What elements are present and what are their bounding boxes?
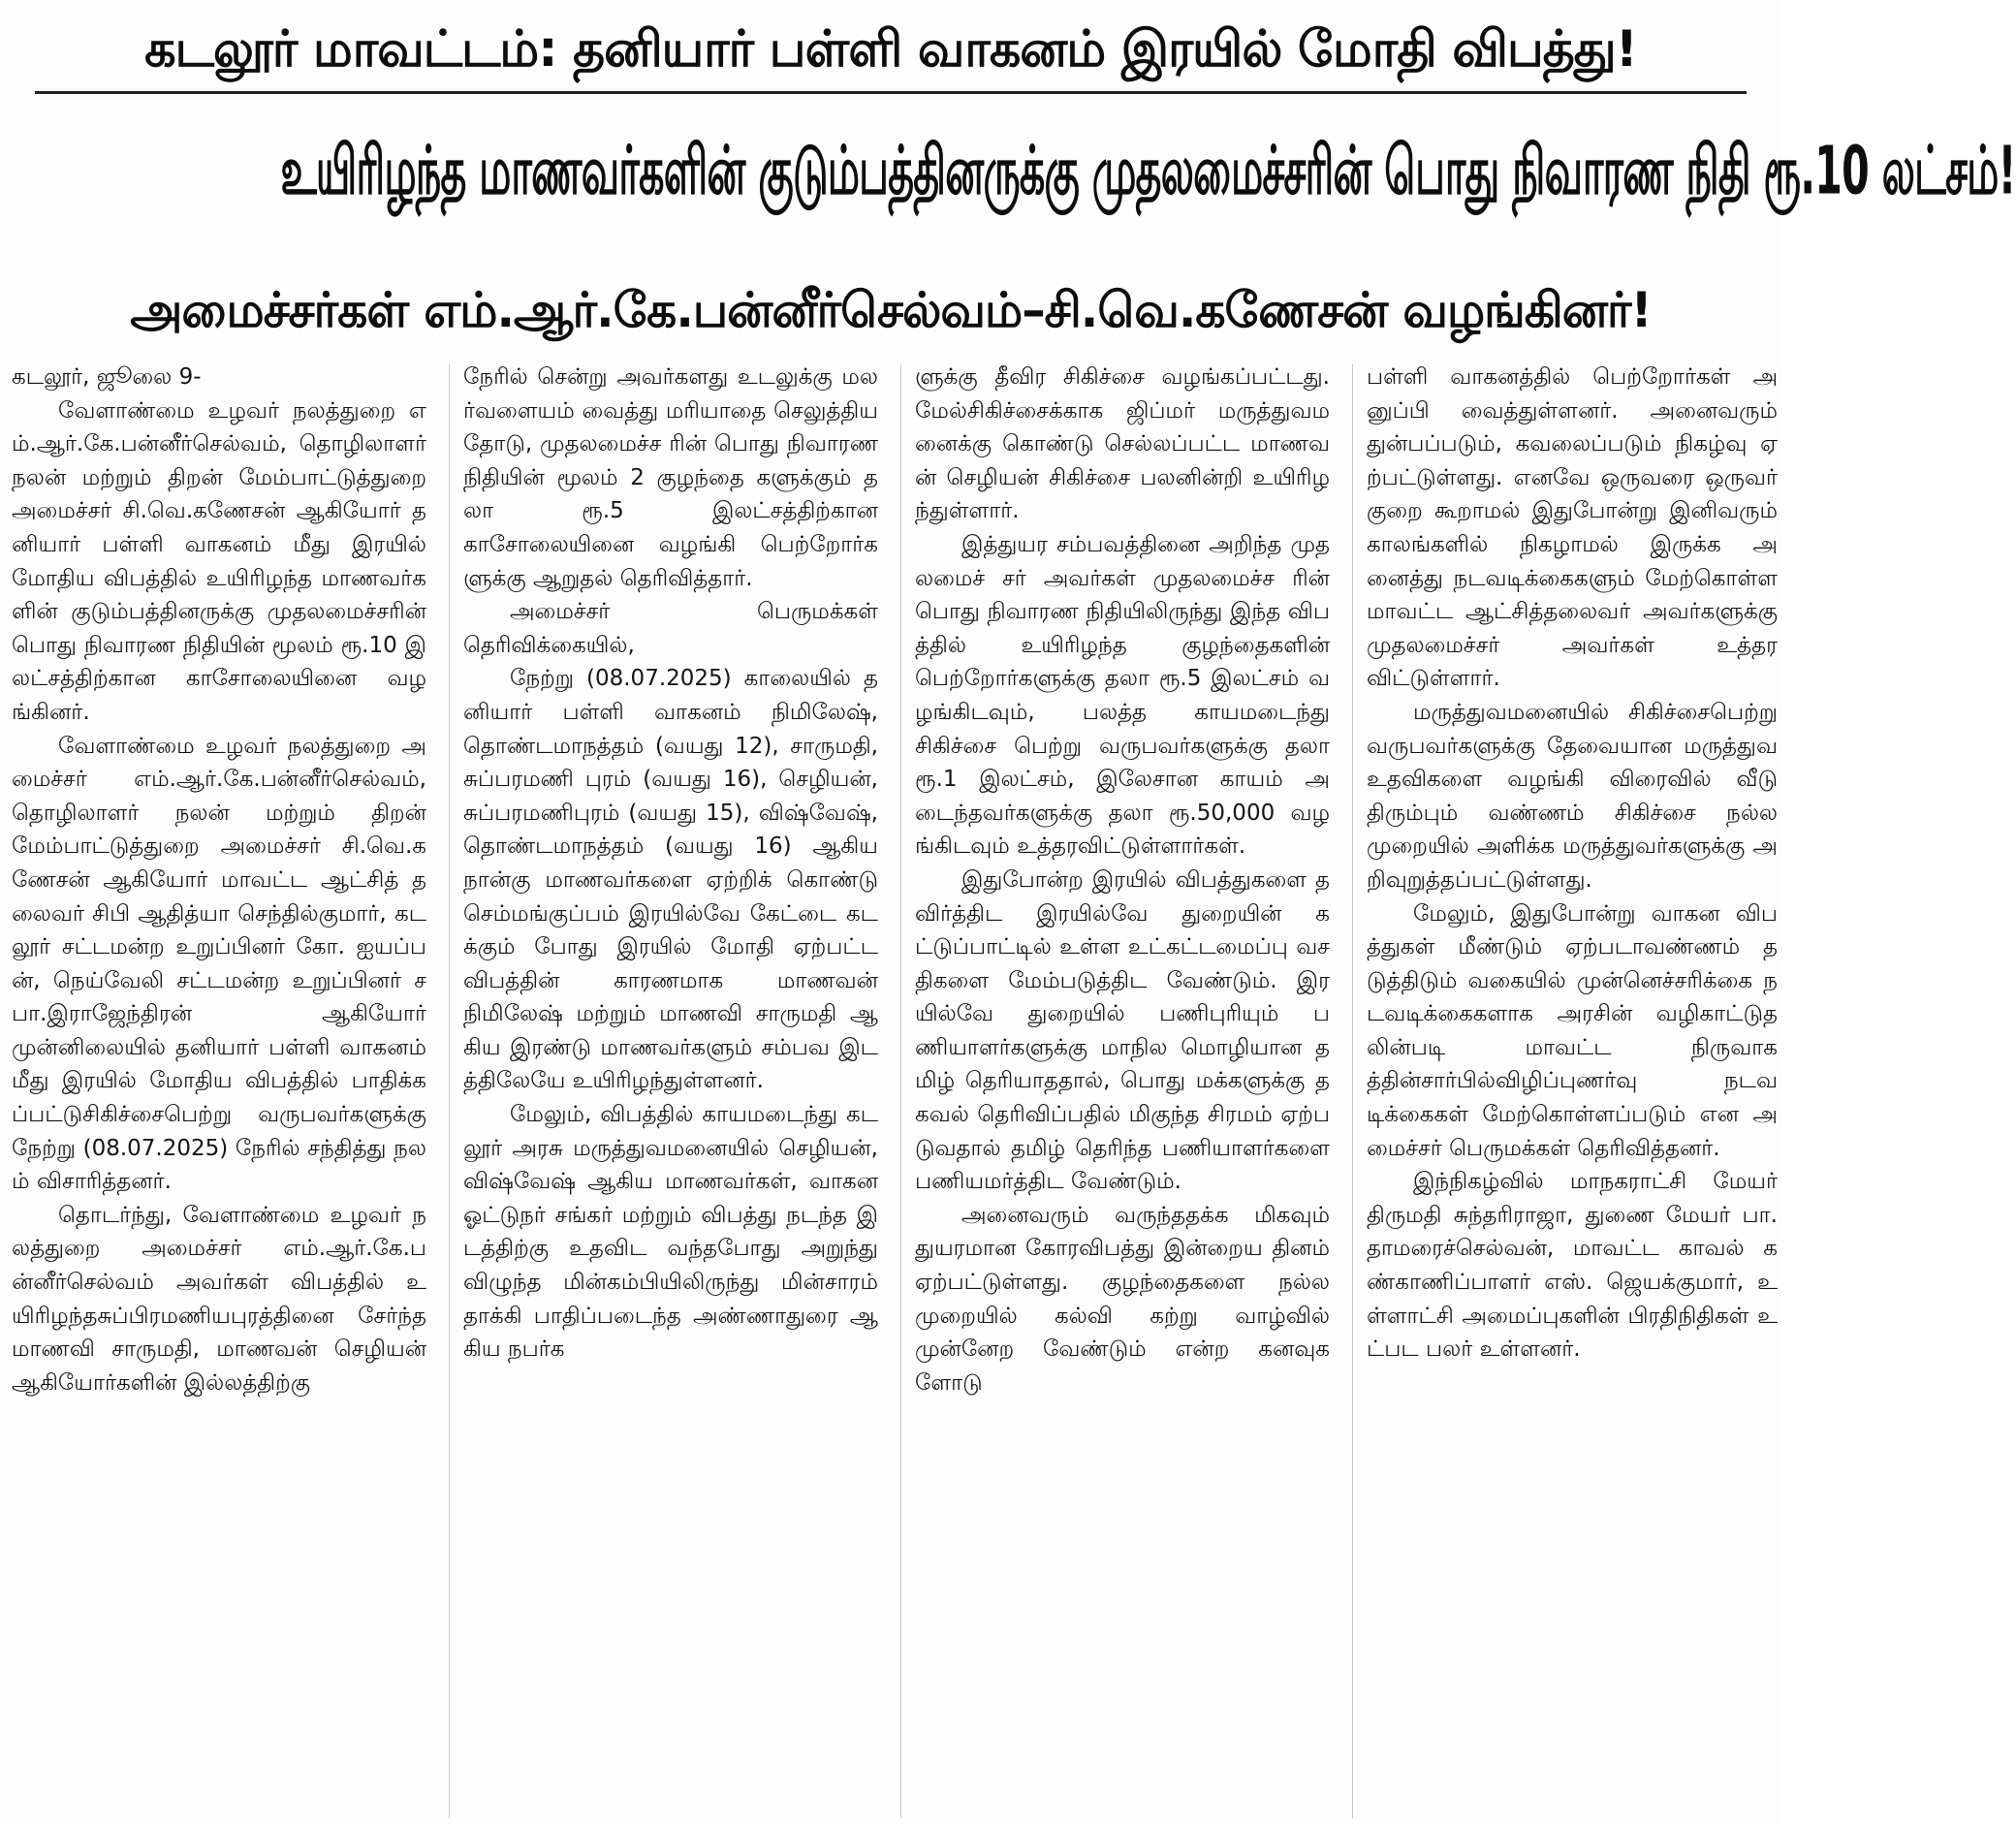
article-paragraph: நேரில் சென்று அவர்களது உடலுக்கு மலர்வளையம் வைத்து மரியாதை செலுத்தியதோடு, முதலமைச்ச ரின் பொது நிவாரண நிதியின் மூலம் 2 குழந்தை களுக்கும் தலா ரூ.5 இலட்சத்திற்கான காசோலையினை வழங்கி பெற்றோர்களுக்கு ஆறுதல் தெரிவித்தார்.	[463, 364, 878, 591]
article-paragraph: வேளாண்மை உழவர் நலத்துறை அமைச்சர் எம்.ஆர்.கே.பன்னீர்செல்வம், தொழிலாளர் நலன் மற்றும் திறன் மேம்பாட்டுத்துறை அமைச்சர் சி.வெ.கணேசன் ஆகியோர் மாவட்ட ஆட்சித் தலைவர் சிபி ஆதித்யா செந்தில்குமார், கடலூர் சட்டமன்ற உறுப்பினர் கோ. ஐயப்பன், நெய்வேலி சட்டமன்ற உறுப்பினர் சபா.இராஜேந்திரன் ஆகியோர் முன்னிலையில் தனியார் பள்ளி வாகனம் மீது இரயில் மோதிய விபத்தில் பாதிக்கப்பட்டுசிகிச்சைபெற்று வருபவர்களுக்கு நேற்று (08.07.2025) நேரில் சந்தித்து நலம் விசாரித்தனர்.	[12, 733, 426, 1195]
column-separator	[449, 364, 450, 1818]
article-paragraph: இந்நிகழ்வில் மாநகராட்சி மேயர் திருமதி சுந்தரிராஜா, துணை மேயர் பா.தாமரைச்செல்வன், மாவட்ட காவல் கண்காணிப்பாளர் எஸ். ஜெயக்குமார், உள்ளாட்சி அமைப்புகளின் பிரதிநிதிகள் உட்பட பலர் உள்ளனர்.	[1367, 1169, 1778, 1363]
headline-main: உயிரிழந்த மாணவர்களின் குடும்பத்தினருக்கு முதலமைச்சரின் பொது நிவாரண நிதி ரூ.10 லட்சம்!	[280, 132, 2016, 210]
article-paragraph: மேலும், இதுபோன்று வாகன விபத்துகள் மீண்டும் ஏற்படாவண்ணம் தடுத்திடும் வகையில் முன்னெச்சரிக்கை நடவடிக்கைகளாக அரசின் வழிகாட்டுதலின்படி மாவட்ட நிருவாகத்தின்சார்பில்விழிப்புணர்வு நடவடிக்கைகள் மேற்கொள்ளப்படும் என அமைச்சர் பெருமக்கள் தெரிவித்தனர்.	[1367, 900, 1778, 1161]
article-column-3	[915, 361, 1330, 1814]
article-paragraph: இதுபோன்ற இரயில் விபத்துகளை தவிர்த்திட இரயில்வே துறையின் கட்டுப்பாட்டில் உள்ள உட்கட்டமைப்பு வசதிகளை மேம்படுத்திட வேண்டும். இரயில்வே துறையில் பணிபுரியும் பணியாளர்களுக்கு மாநில மொழியான தமிழ் தெரியாததால், பொது மக்களுக்கு தகவல் தெரிவிப்பதில் மிகுந்த சிரமம் ஏற்படுவதால் தமிழ் தெரிந்த பணியாளர்களை பணியமர்த்திட வேண்டும்.	[915, 866, 1330, 1195]
article-paragraph: அனைவரும் வருந்ததக்க மிகவும் துயரமான கோரவிபத்து இன்றைய தினம் ஏற்பட்டுள்ளது. குழந்தைகளை நல்ல முறையில் கல்வி கற்று வாழ்வில் முன்னேற வேண்டும் என்ற கனவுகளோடு	[915, 1202, 1330, 1396]
headline-sub: அமைச்சர்கள் எம்.ஆர்.கே.பன்னீர்செல்வம்–சி.வெ.கணேசன் வழங்கினர்!	[130, 282, 1652, 338]
article-column-2	[463, 361, 878, 1814]
headline-rule	[35, 91, 1747, 94]
article-paragraph: தொடர்ந்து, வேளாண்மை உழவர் நலத்துறை அமைச்சர் எம்.ஆர்.கே.பன்னீர்செல்வம் அவர்கள் விபத்தில் உயிரிழந்தசுப்பிரமணியபுரத்தினை சேர்ந்த மாணவி சாருமதி, மாணவன் செழியன் ஆகியோர்களின் இல்லத்திற்கு	[12, 1202, 426, 1396]
article-paragraph: மருத்துவமனையில் சிகிச்சைபெற்று வருபவர்களுக்கு தேவையான மருத்துவ உதவிகளை வழங்கி விரைவில் வீடு திரும்பும் வண்ணம் சிகிச்சை நல்ல முறையில் அளிக்க மருத்துவர்களுக்கு அறிவுறுத்தப்பட்டுள்ளது.	[1367, 699, 1778, 893]
article-paragraph: ளுக்கு தீவிர சிகிச்சை வழங்கப்பட்டது. மேல்சிகிச்சைக்காக ஜிப்மர் மருத்துவமனைக்கு கொண்டு செல்லப்பட்ட மாணவன் செழியன் சிகிச்சை பலனின்றி உயிரிழந்துள்ளார்.	[915, 364, 1330, 524]
article-paragraph: மேலும், விபத்தில் காயமடைந்து கடலூர் அரசு மருத்துவமனையில் செழியன், விஷ்வேஷ் ஆகிய மாணவர்கள், வாகன ஓட்டுநர் சங்கர் மற்றும் விபத்து நடந்த இடத்திற்கு உதவிட வந்தபோது அறுந்து விழுந்த மின்கம்பியிலிருந்து மின்சாரம் தாக்கி பாதிப்படைந்த அண்ணாதுரை ஆகிய நபர்க	[463, 1102, 878, 1363]
article-paragraph: நேற்று (08.07.2025) காலையில் தனியார் பள்ளி வாகனம் நிமிலேஷ், தொண்டமாநத்தம் (வயது 12), சாருமதி, சுப்பரமணி புரம் (வயது 16), செழியன், சுப்பரமணிபுரம் (வயது 15), விஷ்வேஷ், தொண்டமாநத்தம் (வயது 16) ஆகிய நான்கு மாணவர்களை ஏற்றிக் கொண்டு செம்மங்குப்பம் இரயில்வே கேட்டை கடக்கும் போது இரயில் மோதி ஏற்பட்ட விபத்தின் காரணமாக மாணவன் நிமிலேஷ் மற்றும் மாணவி சாருமதி ஆகிய இரண்டு மாணவர்களும் சம்பவ இடத்திலேயே உயிரிழந்துள்ளனர்.	[463, 666, 878, 1094]
article-paragraph: பள்ளி வாகனத்தில் பெற்றோர்கள் அனுப்பி வைத்துள்ளனர். அனைவரும் துன்பப்படும், கவலைப்படும் நிகழ்வு ஏற்பட்டுள்ளது. எனவே ஒருவரை ஒருவர் குறை கூறாமல் இதுபோன்று இனிவரும் காலங்களில் நிகழாமல் இருக்க அனைத்து நடவடிக்கைகளும் மேற்கொள்ள மாவட்ட ஆட்சித்தலைவர் அவர்களுக்கு முதலமைச்சர் அவர்கள் உத்தரவிட்டுள்ளார்.	[1367, 364, 1778, 692]
column-separator	[900, 364, 901, 1818]
column-separator	[1352, 364, 1353, 1818]
article-column-4	[1367, 361, 1778, 1814]
article-paragraph: வேளாண்மை உழவர் நலத்துறை எம்.ஆர்.கே.பன்னீர்செல்வம், தொழிலாளர் நலன் மற்றும் திறன் மேம்பாட்டுத்துறை அமைச்சர் சி.வெ.கணேசன் ஆகியோர் தனியார் பள்ளி வாகனம் மீது இரயில் மோதிய விபத்தில் உயிரிழந்த மாணவர்களின் குடும்பத்தினருக்கு முதலமைச்சரின் பொது நிவாரண நிதியின் மூலம் ரூ.10 இலட்சத்திற்கான காசோலையினை வழங்கினர்.	[12, 397, 426, 725]
dateline: கடலூர், ஜூலை 9-	[12, 364, 202, 390]
article-column-1	[12, 361, 426, 1814]
headline-kicker: கடலூர் மாவட்டம்: தனியார் பள்ளி வாகனம் இரயில் மோதி விபத்து!	[144, 20, 1637, 79]
article-paragraph: அமைச்சர் பெருமக்கள் தெரிவிக்கையில்,	[463, 599, 878, 658]
article-paragraph: இத்துயர சம்பவத்தினை அறிந்த முதலமைச் சர் அவர்கள் முதலமைச்ச ரின் பொது நிவாரண நிதியிலிருந்து இந்த விபத்தில் உயிரிழந்த குழந்தைகளின் பெற்றோர்களுக்கு தலா ரூ.5 இலட்சம் வழங்கிடவும், பலத்த காயமடைந்து சிகிச்சை பெற்று வருபவர்களுக்கு தலா ரூ.1 இலட்சம், இலேசான காயம் அடைந்தவர்களுக்கு தலா ரூ.50,000 வழங்கிடவும் உத்தரவிட்டுள்ளார்கள்.	[915, 531, 1330, 860]
